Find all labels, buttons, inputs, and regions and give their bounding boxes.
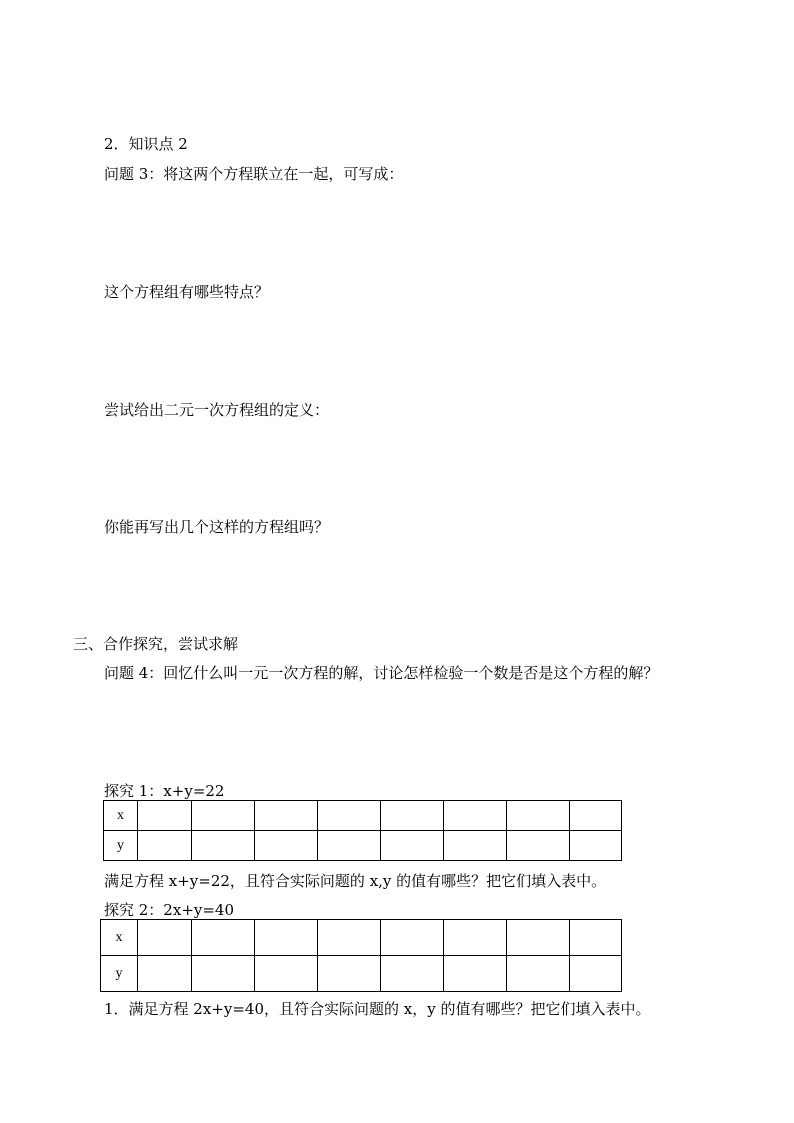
table-cell[interactable] — [138, 831, 192, 861]
table-cell[interactable] — [318, 956, 381, 992]
table-cell[interactable] — [318, 831, 381, 861]
explore-2-title: 探究 2：2x+y=40 — [104, 901, 235, 919]
question-4: 问题 4：回忆什么叫一元一次方程的解，讨论怎样检验一个数是否是这个方程的解？ — [104, 664, 659, 682]
table-cell[interactable] — [381, 801, 444, 831]
table-cell[interactable] — [255, 920, 318, 956]
table-cell[interactable] — [507, 801, 570, 831]
table-cell[interactable] — [138, 920, 192, 956]
explore-1-note: 满足方程 x+y=22，且符合实际问题的 x,y 的值有哪些？把它们填入表中。 — [104, 872, 607, 890]
question-more-systems: 你能再写出几个这样的方程组吗？ — [104, 518, 330, 536]
explore-1-table — [103, 800, 622, 861]
table-cell[interactable] — [507, 956, 570, 992]
table-cell[interactable] — [255, 801, 318, 831]
table-cell[interactable] — [318, 920, 381, 956]
table-cell[interactable] — [570, 801, 622, 831]
table-row — [104, 831, 622, 861]
table-cell[interactable] — [381, 956, 444, 992]
row-label-y: y — [104, 831, 138, 861]
table-cell[interactable] — [192, 801, 255, 831]
table-cell[interactable] — [138, 956, 192, 992]
table-cell[interactable] — [381, 920, 444, 956]
row-label-x: x — [101, 920, 138, 956]
table-cell[interactable] — [444, 801, 507, 831]
explore-2-table — [100, 919, 622, 992]
table-cell[interactable] — [255, 956, 318, 992]
table-cell[interactable] — [444, 831, 507, 861]
table-cell[interactable] — [138, 801, 192, 831]
table-cell[interactable] — [570, 956, 622, 992]
table-row — [104, 801, 622, 831]
question-definition: 尝试给出二元一次方程组的定义： — [104, 401, 330, 419]
table-cell[interactable] — [192, 956, 255, 992]
table-cell[interactable] — [192, 831, 255, 861]
explore-2-note: 1．满足方程 2x+y=40，且符合实际问题的 x，y 的值有哪些？把它们填入表中。 — [104, 1000, 651, 1018]
table-cell[interactable] — [318, 801, 381, 831]
question-3: 问题 3：将这两个方程联立在一起，可写成： — [104, 165, 404, 183]
table-cell[interactable] — [444, 920, 507, 956]
table-row — [101, 956, 622, 992]
table-cell[interactable] — [444, 956, 507, 992]
table-cell[interactable] — [192, 920, 255, 956]
table-cell[interactable] — [570, 831, 622, 861]
table-cell[interactable] — [507, 920, 570, 956]
table-cell[interactable] — [507, 831, 570, 861]
explore-1-title: 探究 1：x+y=22 — [104, 782, 225, 800]
section-heading-knowledge-2: 2．知识点 2 — [104, 135, 188, 153]
section-heading-3: 三、合作探究，尝试求解 — [73, 635, 239, 653]
table-row — [101, 920, 622, 956]
table-cell[interactable] — [255, 831, 318, 861]
table-cell[interactable] — [570, 920, 622, 956]
question-features: 这个方程组有哪些特点？ — [104, 283, 270, 301]
table-cell[interactable] — [381, 831, 444, 861]
row-label-x: x — [104, 801, 138, 831]
row-label-y: y — [101, 956, 138, 992]
